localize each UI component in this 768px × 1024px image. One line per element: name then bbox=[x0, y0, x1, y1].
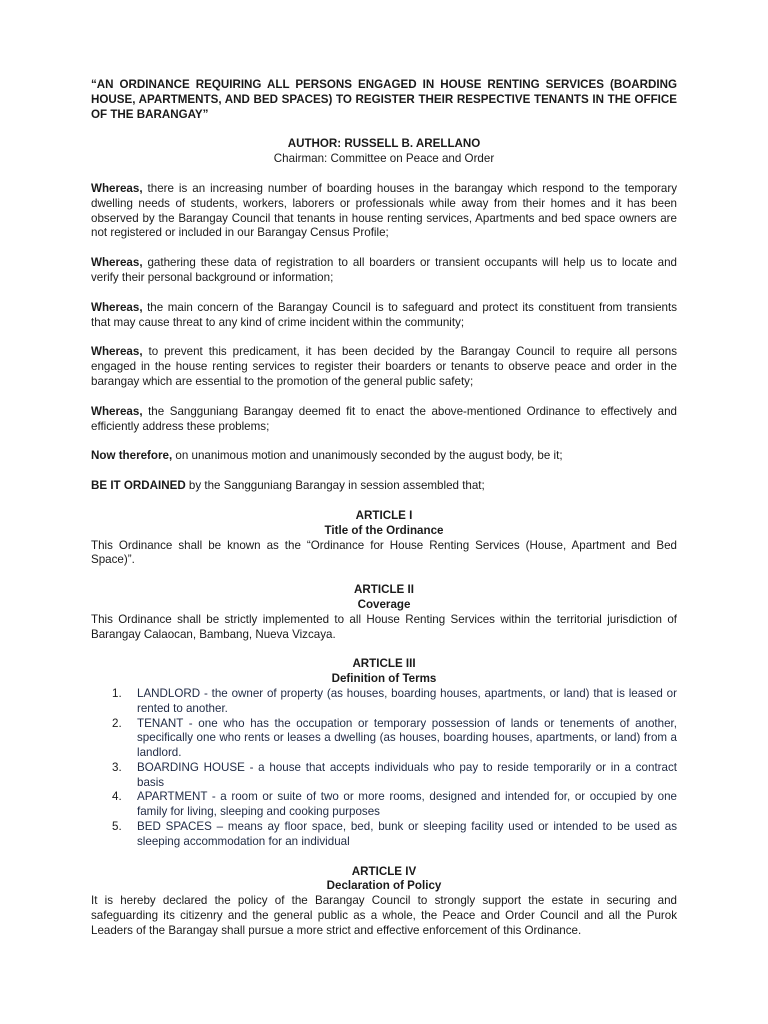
list-number: 5. bbox=[112, 820, 122, 834]
article-1 bbox=[91, 509, 677, 568]
whereas-paragraph-2 bbox=[91, 256, 677, 286]
list-number: 2. bbox=[112, 716, 122, 730]
article-heading: Declaration of Policy bbox=[326, 879, 442, 893]
paragraph-text: on unanimous motion and unanimously seconded by the august body, be it; bbox=[172, 449, 563, 463]
paragraph-text: to prevent this predicament, it has been decided by the Barangay Council to require all persons engaged in the house renting services to register their boarders or tenants to observe peace and order in the barangay which are essential to the promotion of the general public safety; bbox=[91, 345, 677, 388]
be-it-ordained-paragraph bbox=[91, 479, 677, 494]
article-heading: Coverage bbox=[357, 597, 411, 611]
article-number: ARTICLE II bbox=[354, 583, 414, 597]
definition-item-apartment bbox=[112, 790, 677, 820]
paragraph-text: gathering these data of registration to all boarders or transient occupants will help us to locate and verify their personal background or information; bbox=[91, 256, 677, 284]
definition-text: APARTMENT - a room or suite of two or more rooms, designed and intended for, or occupied by one family for living, sleeping and cooking purposes bbox=[137, 790, 677, 819]
paragraph-text: the Sangguniang Barangay deemed fit to enact the above-mentioned Ordinance to effectively and efficiently address these problems; bbox=[91, 404, 677, 433]
article-heading: Definition of Terms bbox=[331, 672, 437, 686]
now-therefore-paragraph bbox=[91, 449, 677, 464]
author-role: Chairman: Committee on Peace and Order bbox=[273, 152, 495, 166]
author-line: AUTHOR: RUSSELL B. ARELLANO bbox=[287, 137, 481, 151]
paragraph-text: by the Sangguniang Barangay in session assembled that; bbox=[185, 479, 485, 493]
definition-text: TENANT - one who has the occupation or temporary possession of lands or tenements of another, specifically one who rents or leases a dwelling (as houses, boarding houses, apartments, or land) from a landlord. bbox=[137, 716, 677, 760]
definition-item-tenant bbox=[112, 716, 677, 761]
article-3 bbox=[91, 657, 677, 849]
definition-item-landlord bbox=[112, 686, 677, 717]
paragraph-lead: Whereas, bbox=[91, 404, 143, 418]
definition-item-boarding-house bbox=[112, 760, 677, 791]
paragraph-text: there is an increasing number of boarding houses in the barangay which respond to the temporary dwelling needs of students, workers, laborers or professionals while away from their homes and it has been observed by the Barangay Council that tenants in house renting services, Apartments and bed space owners are not registered or included in our Barangay Census Profile; bbox=[91, 181, 677, 240]
definition-text: LANDLORD - the owner of property (as houses, boarding houses, apartments, or land) that is leased or rented to another. bbox=[137, 686, 677, 715]
document-page bbox=[91, 78, 677, 954]
article-number: ARTICLE IV bbox=[351, 864, 417, 878]
article-heading: Title of the Ordinance bbox=[324, 523, 444, 537]
paragraph-lead: BE IT ORDAINED bbox=[91, 479, 186, 493]
article-4 bbox=[91, 865, 677, 939]
whereas-paragraph-4 bbox=[91, 345, 677, 389]
definition-text: BOARDING HOUSE - a house that accepts individuals who pay to reside temporarily or in a contract basis bbox=[137, 760, 677, 789]
definition-text: BED SPACES – means ay floor space, bed, bunk or sleeping facility used or intended to be used as sleeping accommodation for an individual bbox=[137, 820, 677, 848]
paragraph-lead: Whereas, bbox=[91, 345, 143, 359]
definition-list bbox=[91, 687, 677, 850]
paragraph-lead: Whereas, bbox=[91, 181, 143, 195]
paragraph-lead: Whereas, bbox=[91, 256, 143, 270]
paragraph-lead: Now therefore, bbox=[91, 449, 173, 463]
article-body: This Ordinance shall be known as the “Ordinance for House Renting Services (House, Apartment and Bed Space)”. bbox=[91, 538, 677, 567]
list-number: 1. bbox=[112, 686, 122, 700]
paragraph-lead: Whereas, bbox=[91, 300, 143, 314]
ordinance-title: “AN ORDINANCE REQUIRING ALL PERSONS ENGAGED IN HOUSE RENTING SERVICES (BOARDING HOUSE, APARTMENTS, AND BED SPACES) TO REGISTER THEIR RESPECTIVE TENANTS IN THE OFFICE OF THE BARANGAY” bbox=[91, 78, 677, 121]
whereas-paragraph-3 bbox=[91, 301, 677, 331]
article-number: ARTICLE III bbox=[352, 657, 416, 671]
article-2 bbox=[91, 583, 677, 642]
list-number: 3. bbox=[112, 760, 122, 774]
paragraph-text: the main concern of the Barangay Council is to safeguard and protect its constituent from transients that may cause threat to any kind of crime incident within the community; bbox=[91, 300, 677, 329]
article-body: It is hereby declared the policy of the Barangay Council to strongly support the estate in securing and safeguarding its citizenry and the general public as a whole, the Peace and Order Council and all the Purok Leaders of the Barangay shall pursue a more strict and effective enforcement of this Ordinance. bbox=[91, 894, 677, 937]
whereas-paragraph-1 bbox=[91, 182, 677, 241]
article-body: This Ordinance shall be strictly implemented to all House Renting Services within the territorial jurisdiction of Barangay Calaocan, Bambang, Nueva Vizcaya. bbox=[91, 612, 677, 641]
article-number: ARTICLE I bbox=[355, 508, 413, 522]
list-number: 4. bbox=[112, 790, 122, 804]
whereas-paragraph-5 bbox=[91, 405, 677, 435]
definition-item-bed-spaces bbox=[112, 820, 677, 850]
